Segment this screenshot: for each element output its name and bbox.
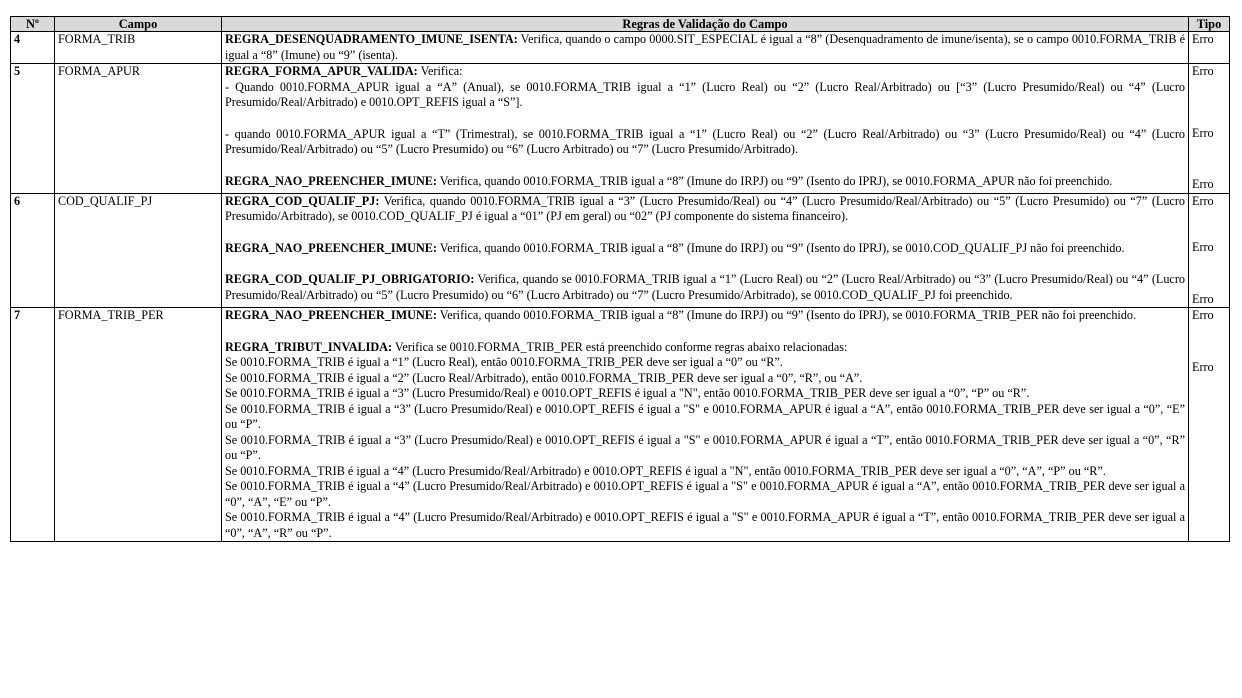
- spacer: [1192, 209, 1226, 240]
- rule-text: Verifica se 0010.FORMA_TRIB_PER está preenchido conforme regras abaixo relacionadas:: [392, 339, 848, 354]
- tipo-value: Erro: [1192, 64, 1214, 78]
- table-row: [11, 308, 1230, 542]
- rule-name: REGRA_DESENQUADRAMENTO_IMUNE_ISENTA:: [225, 32, 518, 46]
- rule-name: REGRA_NAO_PREENCHER_IMUNE:: [225, 308, 437, 322]
- rule-text: Verifica, quando 0010.FORMA_TRIB igual a “8” (Imune do IRPJ) ou “9” (Isento do IPRJ), se 0010.COD_QUALIF_PJ não foi preenchido.: [436, 240, 1125, 255]
- rule-name: REGRA_FORMA_APUR_VALIDA:: [225, 64, 418, 78]
- tipo-cell: [1189, 193, 1230, 308]
- rule-line: Se 0010.FORMA_TRIB é igual a “4” (Lucro Presumido/Real/Arbitrado) e 0010.OPT_REFIS é igual a "N", então 0010.FORMA_TRIB_PER deve ser igual a “0”, “A”, “P” ou “R”.: [225, 463, 1106, 478]
- header-campo: Campo: [55, 17, 222, 32]
- row-number: 6: [11, 193, 55, 308]
- rule-line: Se 0010.FORMA_TRIB é igual a “1” (Lucro Real), então 0010.FORMA_TRIB_PER deve ser igual a “0” ou “R”.: [225, 355, 783, 369]
- tipo-cell: [1189, 308, 1230, 542]
- rule-block: [225, 308, 1185, 324]
- tipo-value: Erro: [1192, 125, 1214, 140]
- spacer: [1192, 141, 1226, 177]
- tipo-value: Erro: [1192, 32, 1214, 46]
- rule-name: REGRA_NAO_PREENCHER_IMUNE:: [225, 173, 437, 188]
- rule-block: [225, 194, 1185, 225]
- spacer: [225, 324, 1185, 340]
- rule-text: Verifica, quando se 0010.FORMA_TRIB igual a “1” (Lucro Real) ou “2” (Lucro Real/Arbitrado) ou “3” (Lucro Presumido/Real) ou “4” (Lucro Presumido/Real/Arbitrado) ou “5” (Lucro Presumido) ou “6” (Lucro Arbitrado) ou “7” (Lucro Presumido/Arbitrado), se 0010.COD_QUALIF_PJ foi preenchido.: [225, 272, 1185, 302]
- field-name: FORMA_TRIB: [55, 32, 222, 64]
- spacer: [225, 225, 1185, 241]
- rule-text: Verifica:: [417, 64, 463, 78]
- rule-name: REGRA_TRIBUT_INVALIDA:: [225, 339, 393, 354]
- rule-line: Se 0010.FORMA_TRIB é igual a “3” (Lucro Presumido/Real) e 0010.OPT_REFIS é igual a "S" e 0010.FORMA_APUR é igual a “A”, então 0010.FORMA_TRIB_PER deve ser igual a “0”, “E” ou “P”.: [225, 401, 1185, 431]
- rule-name: REGRA_NAO_PREENCHER_IMUNE:: [225, 240, 437, 255]
- rule-block: [225, 80, 1185, 111]
- rule-block: [225, 174, 1185, 190]
- rule-name: REGRA_COD_QUALIF_PJ:: [225, 193, 380, 208]
- rule-block: [225, 64, 1185, 80]
- row-number: 5: [11, 64, 55, 194]
- rule-text: - Quando 0010.FORMA_APUR igual a “A” (Anual), se 0010.FORMA_TRIB igual a “1” (Lucro Real) ou “2” (Lucro Real/Arbitrado) ou [“3” (Lucro Presumido/Real) ou “4” (Lucro Presumido/Real/Arbitrado) e 0010.OPT_REFIS igual a “S”].: [225, 79, 1185, 109]
- spacer: [225, 256, 1185, 272]
- tipo-value: Erro: [1192, 291, 1214, 306]
- header-regras: Regras de Validação do Campo: [222, 17, 1189, 32]
- rule-line: Se 0010.FORMA_TRIB é igual a “4” (Lucro Presumido/Real/Arbitrado) e 0010.OPT_REFIS é igual a "S" e 0010.FORMA_APUR é igual a “T”, então 0010.FORMA_TRIB_PER deve ser igual a “0”, “A”, “R” ou “P”.: [225, 510, 1185, 540]
- field-name: FORMA_APUR: [55, 64, 222, 194]
- rule-cell: [222, 308, 1189, 542]
- spacer: [1192, 256, 1226, 292]
- rule-name: REGRA_COD_QUALIF_PJ_OBRIGATORIO:: [225, 272, 475, 286]
- table-header-row: [11, 17, 1230, 32]
- tipo-value: Erro: [1192, 177, 1214, 191]
- rule-block: [225, 340, 1185, 356]
- rule-cell: [222, 193, 1189, 308]
- field-name: COD_QUALIF_PJ: [55, 193, 222, 308]
- rule-block: [225, 127, 1185, 158]
- table-row: [11, 64, 1230, 194]
- row-number: 4: [11, 32, 55, 64]
- tipo-value: Erro: [1192, 359, 1214, 374]
- rule-text: Verifica, quando 0010.FORMA_TRIB igual a “3” (Lucro Presumido/Real) ou “4” (Lucro Presumido/Real/Arbitrado) ou “5” (Lucro Presumido) ou “7” (Lucro Presumido/Arbitrado), se 0010.COD_QUALIF_PJ é igual a “01” (PJ em geral) ou “02” (PJ componente do sistema financeiro).: [225, 193, 1185, 223]
- table-row: [11, 32, 1230, 64]
- row-number: 7: [11, 308, 55, 542]
- rule-block: [225, 272, 1185, 303]
- spacer: [225, 158, 1185, 174]
- field-name: FORMA_TRIB_PER: [55, 308, 222, 542]
- tipo-value: Erro: [1192, 308, 1214, 322]
- rule-text: Verifica, quando 0010.FORMA_TRIB igual a “8” (Imune do IRPJ) ou “9” (Isento do IPRJ), se 0010.FORMA_APUR não foi preenchido.: [436, 173, 1113, 188]
- spacer: [225, 111, 1185, 127]
- rule-text: Verifica, quando o campo 0000.SIT_ESPECIAL é igual a “8” (Desenquadramento de imune/isenta), se o campo 0010.FORMA_TRIB é igual a “8” (Imune) ou “9” (isenta).: [225, 32, 1185, 62]
- tipo-value: Erro: [1192, 193, 1214, 208]
- rule-cell: [222, 32, 1189, 64]
- spacer: [1192, 324, 1226, 360]
- rule-line: Se 0010.FORMA_TRIB é igual a “4” (Lucro Presumido/Real/Arbitrado) e 0010.OPT_REFIS é igual a "S" e 0010.FORMA_APUR é igual a “A”, então 0010.FORMA_TRIB_PER deve ser igual a “0”, “A”, “E” ou “P”.: [225, 479, 1185, 509]
- rule-text: - quando 0010.FORMA_APUR igual a “T” (Trimestral), se 0010.FORMA_TRIB igual a “1” (Lucro Real) ou “2” (Lucro Real/Arbitrado) ou “3” (Lucro Presumido/Real) ou “4” (Lucro Presumido/Real/Arbitrado) ou “5” (Lucro Presumido) ou “6” (Lucro Arbitrado) ou “7” (Lucro Presumido/Arbitrado).: [225, 126, 1185, 156]
- validation-rules-table: [10, 16, 1230, 542]
- rule-cell: [222, 64, 1189, 194]
- rule-text: Verifica, quando 0010.FORMA_TRIB igual a “8” (Imune do IRPJ) ou “9” (Isento do IPRJ), se 0010.FORMA_TRIB_PER não foi preenchido.: [436, 308, 1137, 322]
- tipo-cell: [1189, 64, 1230, 194]
- rule-line: Se 0010.FORMA_TRIB é igual a “3” (Lucro Presumido/Real) e 0010.OPT_REFIS é igual a "S" e 0010.FORMA_APUR é igual a “T”, então 0010.FORMA_TRIB_PER deve ser igual a “0”, “R” ou “P”.: [225, 432, 1185, 462]
- rule-block: [225, 32, 1185, 63]
- header-num: Nº: [11, 17, 55, 32]
- spacer: [1192, 80, 1226, 126]
- table-row: [11, 193, 1230, 308]
- tipo-cell: [1189, 32, 1230, 64]
- header-tipo: Tipo: [1189, 17, 1230, 32]
- rule-block: [225, 241, 1185, 257]
- rule-line: Se 0010.FORMA_TRIB é igual a “2” (Lucro Real/Arbitrado), então 0010.FORMA_TRIB_PER deve ser igual a “0”, “R”, ou “A”.: [225, 370, 863, 385]
- rule-line: Se 0010.FORMA_TRIB é igual a “3” (Lucro Presumido/Real) e 0010.OPT_REFIS é igual a "N", então 0010.FORMA_TRIB_PER deve ser igual a “0”, “P” ou “R”.: [225, 386, 1030, 400]
- tipo-value: Erro: [1192, 240, 1214, 254]
